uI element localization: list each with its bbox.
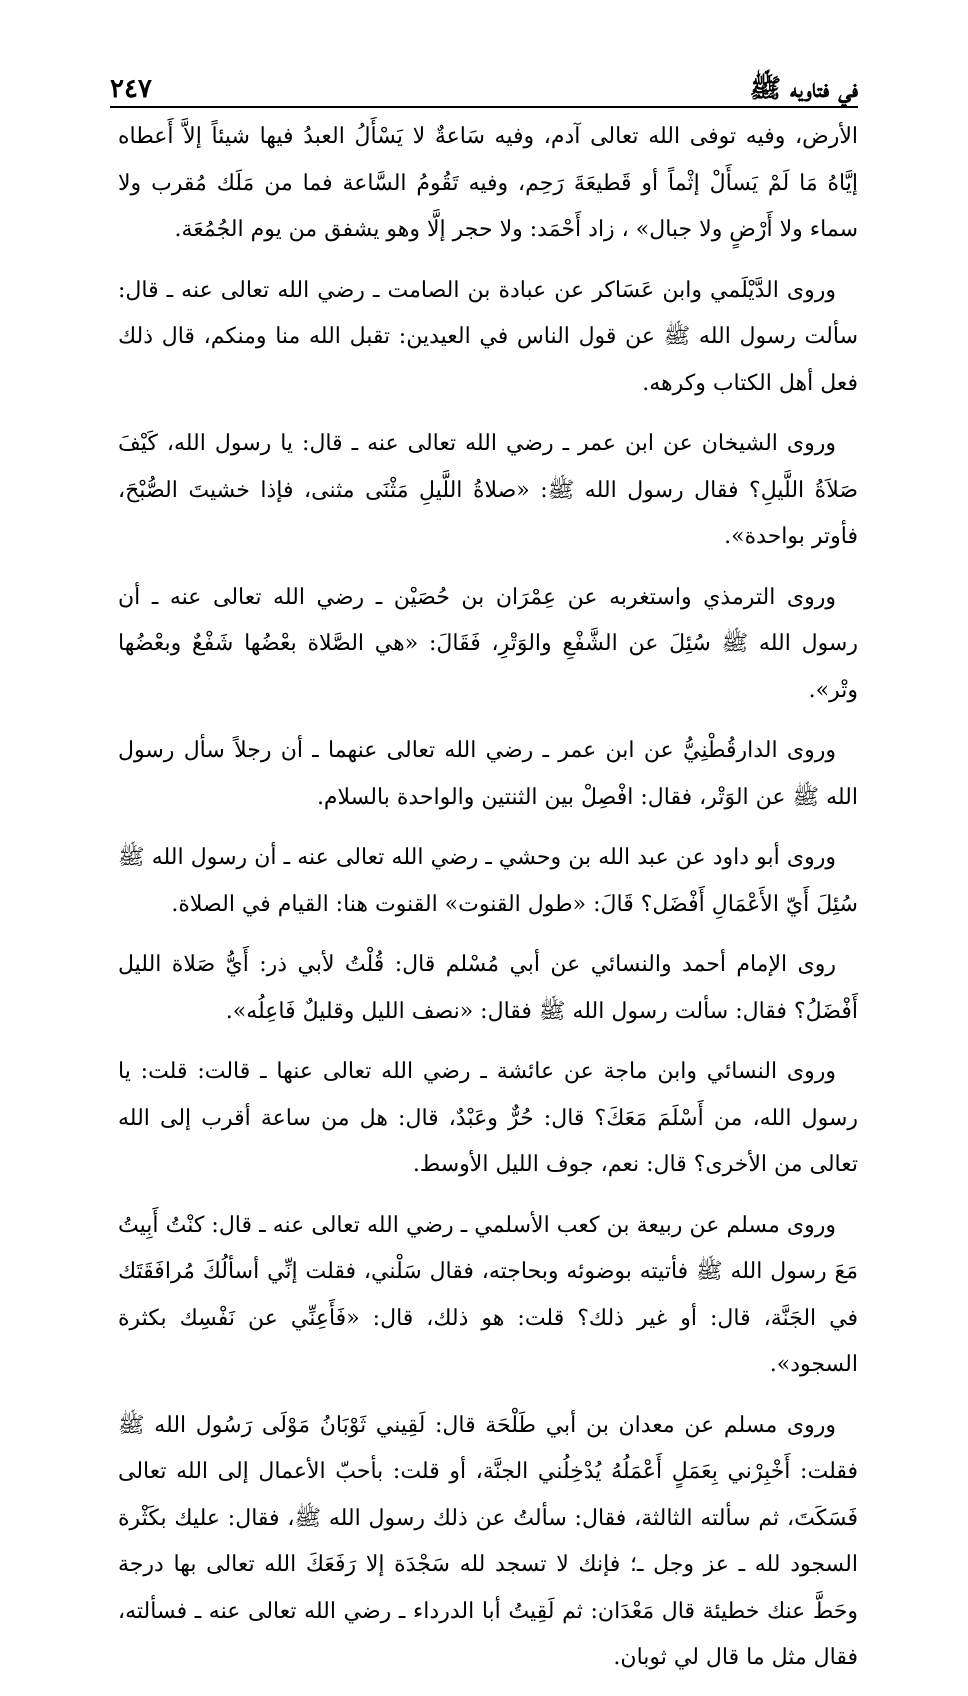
paragraph: الأرض، وفيه توفى الله تعالى آدم، وفيه سَاعةٌ لا يَسْأَلُ العبدُ فيها شيئاً إلاَّ أَعطاه إيَّاهُ مَا لَمْ يَسأَلْ إثْماً أو قَطيعَةَ رَحِم، وفيه تَقُومُ السَّاعة فما من مَلَك مُقرب ولا سماء ولا أَرْضٍ ولا جبال» ، زاد أَحْمَد: ولا حجر إلَّا وهو يشفق من يوم الجُمُعَة. xyxy=(118,124,858,242)
paragraph: وروى أبو داود عن عبد الله بن وحشي ـ رضي الله تعالى عنه ـ أن رسول الله ﷺ سُئِلَ أَيّ الأَعْمَالِ أَفْضَل؟ قَالَ: «طول القنوت» القنوت هنا: القيام في الصلاة. xyxy=(118,845,858,917)
paragraph: وروى مسلم عن ربيعة بن كعب الأسلمي ـ رضي الله تعالى عنه ـ قال: كنْتُ أَبِيتُ مَعَ رسول الله ﷺ فأتيته بوضوئه وبحاجته، فقال سَلْني، فقلت إنِّي أسألُكَ مُرافَقَتَك في الجَنَّة، قال: أو غير ذلك؟ قلت: هو ذلك، قال: «فَأَعِنِّي عن نَفْسِك بكثرة السجود». xyxy=(118,1212,858,1377)
paragraph: وروى الشيخان عن ابن عمر ـ رضي الله تعالى عنه ـ قال: يا رسول الله، كَيْفَ صَلاَةُ اللَّيلِ؟ فقال رسول الله ﷺ: «صلاةُ اللَّيلِ مَثْنَى مثنى، فإذا خشيتَ الصُّبْحَ، فأوتر بواحدة». xyxy=(118,431,858,549)
running-header xyxy=(110,58,858,102)
paragraph: وروى النسائي وابن ماجة عن عائشة ـ رضي الله تعالى عنها ـ قالت: قلت: يا رسول الله، من أَسْلَمَ مَعَكَ؟ قال: حُرٌّ وعَبْدٌ، قال: هل من ساعة أقرب إلى الله تعالى من الأخرى؟ قال: نعم، جوف الليل الأوسط. xyxy=(118,1059,858,1177)
paragraph: وروى الدَّيْلَمي وابن عَسَاكر عن عبادة بن الصامت ـ رضي الله تعالى عنه ـ قال: سألت رسول الله ﷺ عن قول الناس في العيدين: تقبل الله منا ومنكم، قال ذلك فعل أهل الكتاب وكرهه. xyxy=(118,277,858,396)
paragraph: وروى الدارقُطْنِيُّ عن ابن عمر ـ رضي الله تعالى عنهما ـ أن رجلاً سأل رسول الله ﷺ عن الوَتْر، فقال: افْصِلْ بين الثنتين والواحدة بالسلام. xyxy=(118,738,858,810)
paragraph: وروى مسلم عن معدان بن أبي طَلْحَة قال: لَقِيني ثَوْبَانُ مَوْلَى رَسُول الله ﷺ فقلت: أَخْبِرْني بِعَمَلٍ أَعْمَلُهُ يُدْخِلُني الجنَّة، أو قلت: بأحبّ الأعمال إلى الله تعالى فَسَكَتَ، ثم سألته الثالثة، فقال: سألتُ عن ذلك رسول الله ﷺ، فقال: عليك بكَثْرة السجود لله ـ عز وجل ـ؛ فإنك لا تسجد لله سَجْدَة إلا رَفَعَكَ الله تعالى بها درجة وحَطَّ عنك خطيئة قال مَعْدَان: ثم لَقِيتُ أبا الدرداء ـ رضي الله تعالى عنه ـ فسألته، فقال مثل ما قال لي ثوبان. xyxy=(118,1412,858,1670)
paragraph: روى الإمام أحمد والنسائي عن أبي مُسْلم قال: قُلْتُ لأبي ذر: أَيُّ صَلاة الليل أَفْضَلُ؟ فقال: سألت رسول الله ﷺ فقال: «نصف الليل وقليلٌ فَاعِلُه». xyxy=(118,952,858,1024)
paragraph: وروى الترمذي واستغربه عن عِمْرَان بن حُصَيْن ـ رضي الله تعالى عنه ـ أن رسول الله ﷺ سُئِلَ عن الشَّفْعِ والوَتْرِ، فَقَالَ: «هي الصَّلاة بعْضُها شَفْعٌ وبعْضُها وتْر». xyxy=(118,584,858,703)
page-body xyxy=(118,114,858,1696)
page-number: ٢٤٧ xyxy=(110,74,152,104)
header-rule xyxy=(110,106,858,108)
running-title: في فتاويه ﷺ xyxy=(749,74,858,104)
